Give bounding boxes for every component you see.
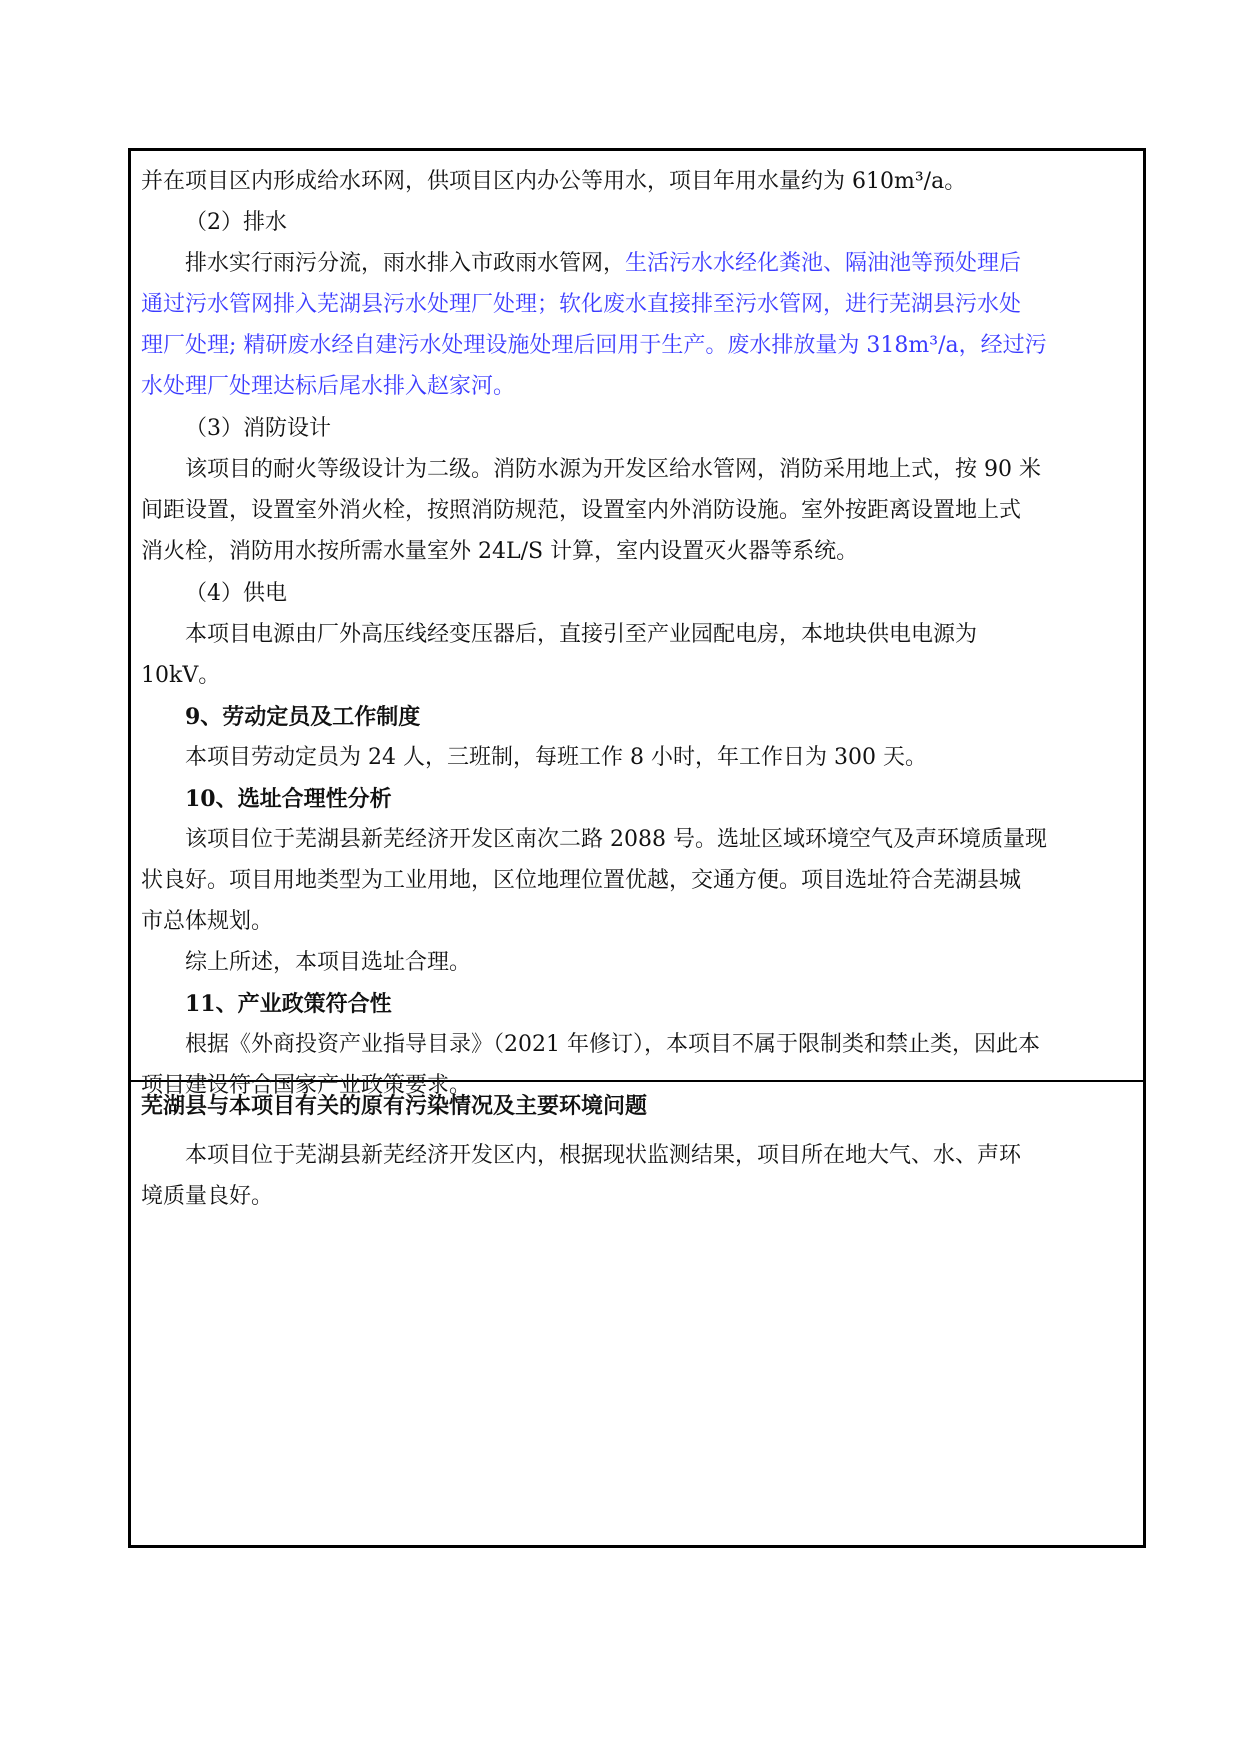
- drainage-paragraph-line-2: 通过污水管网排入芜湖县污水处理厂处理；软化废水直接排至污水管网，进行芜湖县污水处: [141, 292, 1022, 317]
- power-paragraph-line-2: 10kV。: [141, 663, 221, 688]
- site-conclusion: 综上所述，本项目选址合理。: [185, 950, 472, 975]
- drainage-paragraph-line-3: 理厂处理; 精研废水经自建污水处理设施处理后回用于生产。废水排放量为 318m³/a，经过污: [141, 333, 1047, 358]
- section2-paragraph-line-2: 境质量良好。: [141, 1184, 274, 1209]
- power-paragraph-line-1: 本项目电源由厂外高压线经变压器后，直接引至产业园配电房，本地块供电电源为: [185, 622, 978, 647]
- fire-heading: （3）消防设计: [185, 416, 331, 441]
- drainage-heading: （2）排水: [185, 210, 287, 235]
- fire-paragraph-line-1: 该项目的耐火等级设计为二级。消防水源为开发区给水管网，消防采用地上式，按 90 米: [185, 457, 1041, 482]
- policy-paragraph-line-1: 根据《外商投资产业指导目录》（2021 年修订），本项目不属于限制类和禁止类，因此本: [185, 1032, 1040, 1057]
- report-table: [128, 148, 1146, 1548]
- section2-heading: 芜湖县与本项目有关的原有污染情况及主要环境问题: [141, 1093, 648, 1119]
- fire-paragraph-line-3: 消火栓，消防用水按所需水量室外 24L/S 计算，室内设置灭火器等系统。: [141, 539, 859, 564]
- site-heading: 10、选址合理性分析: [185, 786, 392, 812]
- policy-heading: 11、产业政策符合性: [185, 991, 392, 1017]
- section2-paragraph-line-1: 本项目位于芜湖县新芜经济开发区内，根据现状监测结果，项目所在地大气、水、声环: [185, 1143, 1022, 1168]
- site-paragraph-line-3: 市总体规划。: [141, 909, 274, 934]
- drainage-paragraph-line-4: 水处理厂处理达标后尾水排入赵家河。: [141, 374, 516, 399]
- site-paragraph-line-2: 状良好。项目用地类型为工业用地，区位地理位置优越，交通方便。项目选址符合芜湖县城: [141, 868, 1022, 893]
- labor-paragraph: 本项目劳动定员为 24 人，三班制，每班工作 8 小时，年工作日为 300 天。: [185, 745, 927, 770]
- water-supply-text: 并在项目区内形成给水环网，供项目区内办公等用水，项目年用水量约为 610m³/a。: [141, 169, 967, 194]
- site-paragraph-line-1: 该项目位于芜湖县新芜经济开发区南次二路 2088 号。选址区域环境空气及声环境质量现: [185, 827, 1047, 852]
- policy-paragraph-line-2: 项目建设符合国家产业政策要求。: [141, 1073, 472, 1098]
- power-heading: （4）供电: [185, 581, 287, 606]
- labor-heading: 9、劳动定员及工作制度: [185, 704, 421, 730]
- fire-paragraph-line-2: 间距设置，设置室外消火栓，按照消防规范，设置室内外消防设施。室外按距离设置地上式: [141, 498, 1022, 523]
- drainage-paragraph-line-1: 排水实行雨污分流，雨水排入市政雨水管网，生活污水水经化粪池、隔油池等预处理后: [185, 251, 1022, 276]
